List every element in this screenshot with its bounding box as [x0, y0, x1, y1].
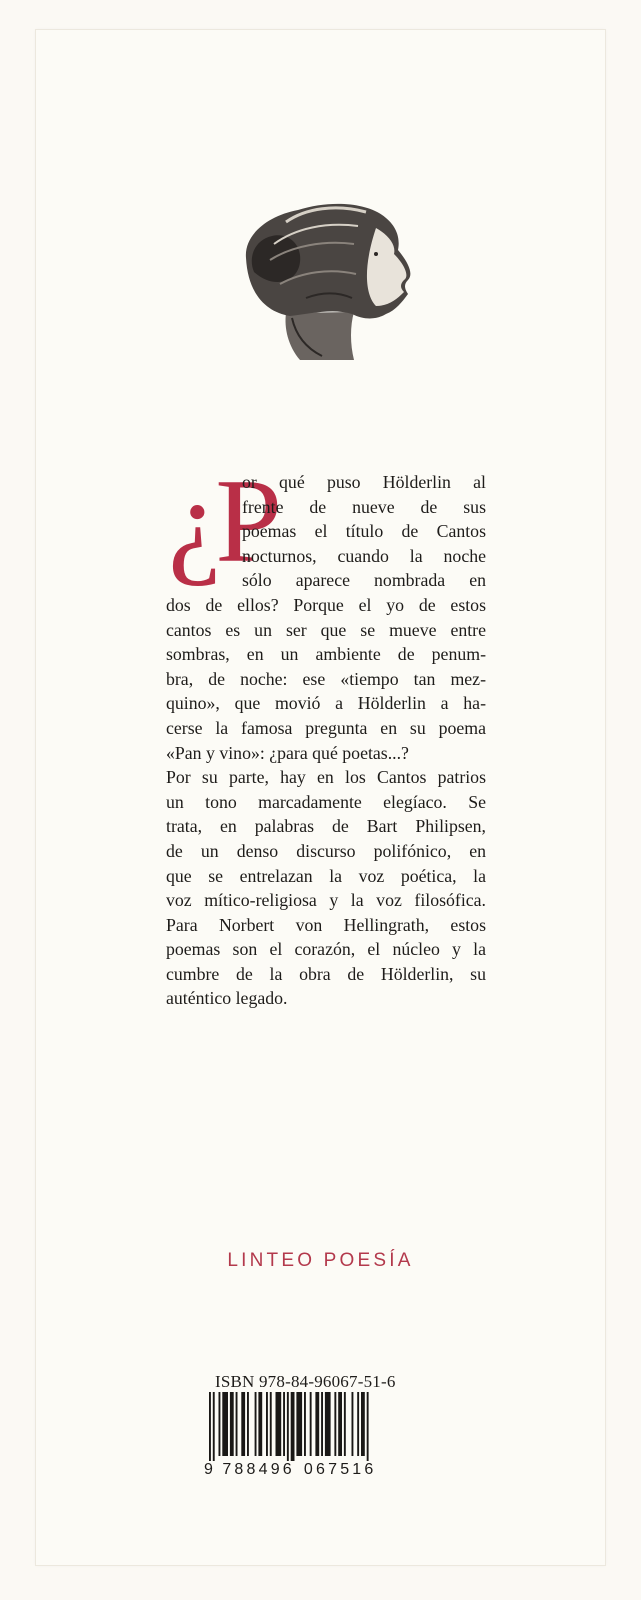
barcode-digit-first: 9 [204, 1461, 214, 1478]
drop-cap: ¿P [168, 454, 276, 587]
text-line: sólo aparece nombrada en [242, 570, 486, 591]
barcode-bar [296, 1392, 302, 1456]
text-line: bra, de noche: ese «tiempo tan mez- [166, 668, 486, 689]
text-line: cantos es un ser que se mueve entre [166, 619, 486, 640]
barcode-bar [357, 1392, 359, 1456]
barcode-bar [287, 1392, 289, 1464]
barcode-bar [283, 1392, 285, 1456]
text-line: auténtico legado. [166, 988, 288, 1009]
barcode-bar [321, 1392, 323, 1456]
barcode-bar [209, 1392, 211, 1464]
text-line: un tono marcadamente elegíaco. Se [166, 791, 486, 812]
barcode-bar [213, 1392, 215, 1464]
text-line: poemas son el corazón, el núcleo y la [166, 939, 486, 960]
classical-head-illustration [226, 188, 428, 368]
text-line: dos de ellos? Porque el yo de estos [166, 594, 486, 615]
barcode-bar [236, 1392, 238, 1456]
barcode-bar [325, 1392, 331, 1456]
text-line: voz mítico-religiosa y la voz filosófica. [166, 890, 486, 911]
barcode-bar [310, 1392, 312, 1456]
series-name: LINTEO POESÍA [227, 1250, 414, 1271]
text-line: Por su parte, hay en los Cantos patrios [166, 767, 486, 788]
barcode-bar [367, 1392, 369, 1464]
text-line: poemas el título de Cantos [242, 521, 486, 542]
text-line: cerse la famosa pregunta en su poema [166, 717, 486, 738]
barcode-bar [304, 1392, 306, 1456]
barcode-bar [344, 1392, 346, 1456]
blurb-text [166, 470, 486, 1011]
barcode-bar [266, 1392, 268, 1456]
barcode-digits-left: 788496 [222, 1461, 295, 1478]
text-line: cumbre de la obra de Hölderlin, su [166, 963, 486, 984]
text-line: trata, en palabras de Bart Philipsen, [166, 816, 486, 837]
barcode [207, 1392, 427, 1464]
isbn-label: ISBN 978-84-96067-51-6 [215, 1372, 396, 1391]
barcode-bar [315, 1392, 319, 1456]
barcode-bar [334, 1392, 336, 1456]
barcode-digits-right: 067516 [303, 1461, 377, 1478]
barcode-bar [291, 1392, 295, 1464]
text-line: or qué puso Hölderlin al [242, 472, 486, 492]
barcode-bar [241, 1392, 245, 1456]
barcode-bar [258, 1392, 262, 1456]
barcode-bar [247, 1392, 249, 1456]
barcode-bar [219, 1392, 221, 1456]
barcode-bar [255, 1392, 257, 1456]
text-line: sombras, en un ambiente de penum- [166, 644, 486, 665]
text-line: Para Norbert von Hellingrath, estos [166, 914, 486, 935]
text-line: quino», que movió a Hölderlin a ha- [166, 693, 486, 714]
barcode-digits [204, 1461, 377, 1479]
barcode-bar [361, 1392, 365, 1456]
barcode-bar [222, 1392, 228, 1456]
text-line: de un denso discurso polifónico, en [166, 840, 486, 861]
barcode-bar [270, 1392, 272, 1456]
text-line: frente de nueve de sus [242, 496, 486, 517]
text-line: «Pan y vino»: ¿para qué poetas...? [166, 742, 409, 763]
barcode-bar [276, 1392, 282, 1456]
text-line: que se entrelazan la voz poética, la [166, 865, 486, 886]
barcode-bar [338, 1392, 342, 1456]
barcode-bar [352, 1392, 354, 1456]
barcode-bar [230, 1392, 234, 1456]
text-line: nocturnos, cuando la noche [242, 545, 486, 566]
